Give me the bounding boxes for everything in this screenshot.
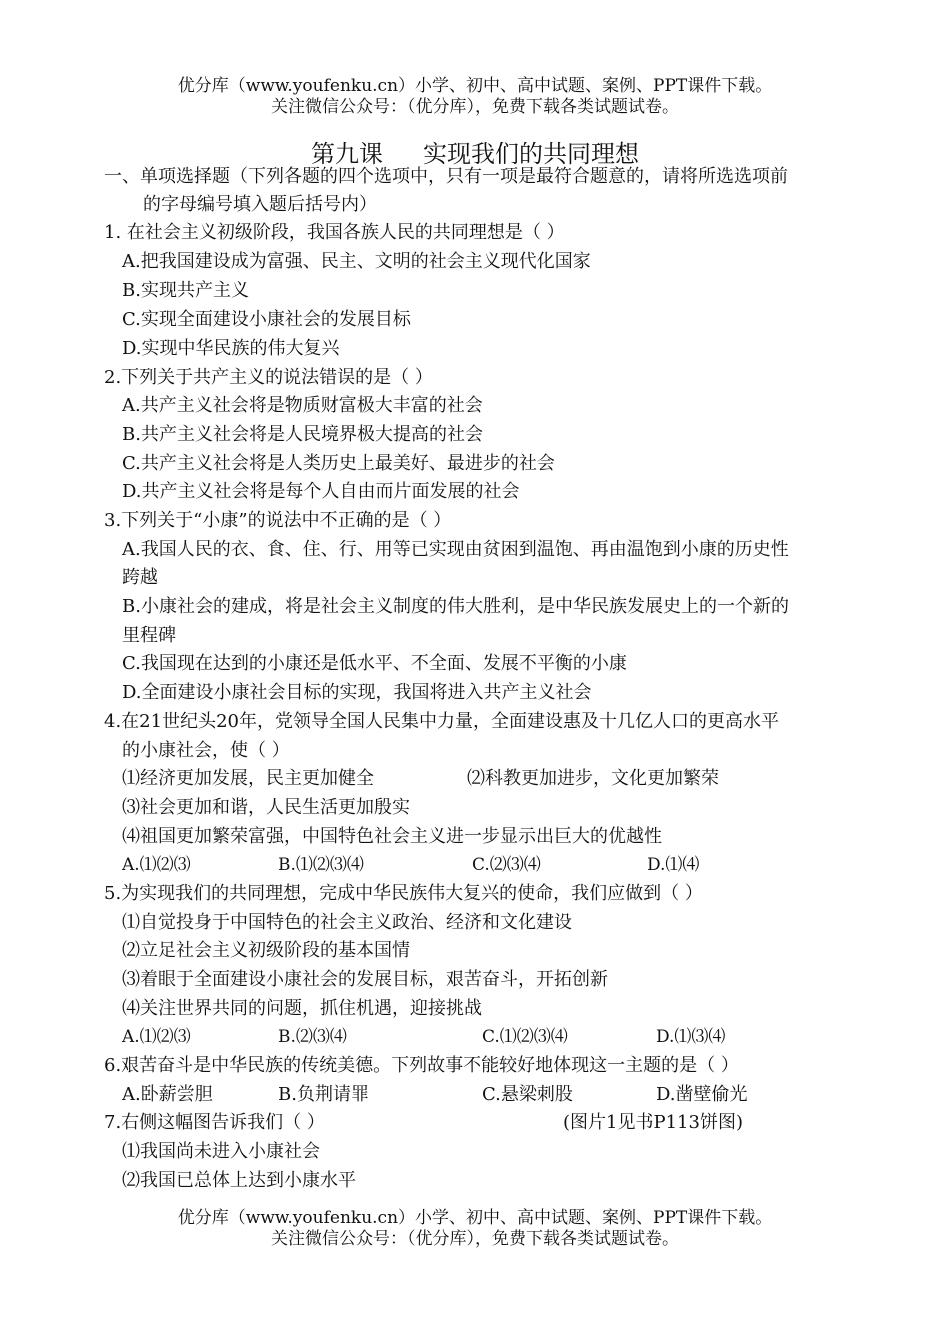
- question-7-figure-note: (图片1见书P113饼图): [563, 1112, 743, 1133]
- question-2-option-c: C.共产主义社会将是人类历史上最美好、最进步的社会: [122, 453, 555, 474]
- question-1-stem: 1. 在社会主义初级阶段，我国各族人民的共同理想是（ ）: [104, 222, 565, 243]
- question-6-choice-c: C.悬梁刺股: [482, 1084, 573, 1105]
- question-7-stem: 7.右侧这幅图告诉我们（ ）: [104, 1112, 325, 1133]
- question-5-choice-b: B.⑵⑶⑷: [278, 1027, 347, 1047]
- header-line-1: 优分库（www.youfenku.cn）小学、初中、高中试题、案例、PPT课件下载。: [177, 76, 773, 96]
- question-2-stem: 2.下列关于共产主义的说法错误的是（ ）: [104, 367, 433, 388]
- footer-line-2: 关注微信公众号：（优分库），免费下载各类试题试卷。: [271, 1229, 679, 1249]
- header-line-2: 关注微信公众号：（优分库），免费下载各类试题试卷。: [271, 97, 679, 117]
- lesson-topic: 实现我们的共同理想: [423, 140, 639, 168]
- question-2-option-d: D.共产主义社会将是每个人自由而片面发展的社会: [122, 481, 520, 502]
- question-1-option-b: B.实现共产主义: [122, 280, 249, 301]
- page-title: [0, 134, 950, 169]
- question-3-option-d: D.全面建设小康社会目标的实现，我国将进入共产主义社会: [122, 682, 592, 703]
- question-4-item-1: ⑴经济更加发展，民主更加健全: [122, 768, 374, 789]
- question-3-option-a-cont: 跨越: [122, 567, 158, 588]
- question-4-stem: 4.在21世纪头20年，党领导全国人民集中力量，全面建设惠及十几亿人口的更高水平: [104, 711, 779, 732]
- question-6-choice-a: A.卧薪尝胆: [122, 1084, 213, 1105]
- question-3-option-b-cont: 里程碑: [122, 625, 176, 646]
- question-3-option-a: A.我国人民的衣、食、住、行、用等已实现由贫困到温饱、再由温饱到小康的历史性: [122, 539, 789, 560]
- question-2-option-b: B.共产主义社会将是人民境界极大提高的社会: [122, 424, 483, 445]
- question-1-option-d: D.实现中华民族的伟大复兴: [122, 338, 340, 359]
- section-heading-cont: 的字母编号填入题后括号内）: [143, 194, 377, 215]
- question-4-choice-d: D.⑴⑷: [647, 855, 700, 875]
- question-3-option-c: C.我国现在达到的小康还是低水平、不全面、发展不平衡的小康: [122, 653, 627, 674]
- question-7-item-2: ⑵我国已总体上达到小康水平: [122, 1170, 356, 1191]
- question-5-item-3: ⑶着眼于全面建设小康社会的发展目标，艰苦奋斗，开拓创新: [122, 969, 608, 990]
- question-5-choice-a: A.⑴⑵⑶: [122, 1027, 191, 1047]
- question-5-choice-d: D.⑴⑶⑷: [656, 1027, 726, 1047]
- question-1-option-a: A.把我国建设成为富强、民主、文明的社会主义现代化国家: [122, 251, 591, 272]
- question-5-item-2: ⑵立足社会主义初级阶段的基本国情: [122, 940, 410, 961]
- question-6-choice-d: D.凿壁偷光: [656, 1084, 748, 1105]
- page-header: [0, 76, 950, 118]
- question-4-item-4: ⑷祖国更加繁荣富强，中国特色社会主义进一步显示出巨大的优越性: [122, 826, 662, 847]
- question-6-stem: 6.艰苦奋斗是中华民族的传统美德。下列故事不能较好地体现这一主题的是（ ）: [104, 1055, 739, 1076]
- question-4-choice-c: C.⑵⑶⑷: [472, 855, 541, 875]
- question-4-choice-b: B.⑴⑵⑶⑷: [278, 855, 364, 875]
- question-5-item-4: ⑷关注世界共同的问题，抓住机遇，迎接挑战: [122, 998, 482, 1019]
- question-2-option-a: A.共产主义社会将是物质财富极大丰富的社会: [122, 395, 483, 416]
- footer-line-1: 优分库（www.youfenku.cn）小学、初中、高中试题、案例、PPT课件下载。: [177, 1208, 773, 1228]
- question-7-item-1: ⑴我国尚未进入小康社会: [122, 1141, 320, 1162]
- question-5-item-1: ⑴自觉投身于中国特色的社会主义政治、经济和文化建设: [122, 912, 572, 933]
- question-5-choice-c: C.⑴⑵⑶⑷: [482, 1027, 568, 1047]
- question-3-option-b: B.小康社会的建成，将是社会主义制度的伟大胜利，是中华民族发展史上的一个新的: [122, 596, 789, 617]
- question-4-choice-a: A.⑴⑵⑶: [122, 855, 191, 875]
- question-1-option-c: C.实现全面建设小康社会的发展目标: [122, 309, 411, 330]
- question-4-stem-cont: 的小康社会，使（ ）: [122, 740, 290, 761]
- page-footer: [0, 1208, 950, 1250]
- section-heading: 一、单项选择题（下列各题的四个选项中，只有一项是最符合题意的，请将所选选项前: [104, 166, 788, 187]
- lesson-number: 第九课: [311, 140, 383, 168]
- question-4-item-3: ⑶社会更加和谐，人民生活更加殷实: [122, 797, 410, 818]
- question-3-stem: 3.下列关于“小康”的说法中不正确的是（ ）: [104, 510, 452, 531]
- question-4-item-2: ⑵科教更加进步，文化更加繁荣: [467, 768, 719, 789]
- question-6-choice-b: B.负荆请罪: [278, 1084, 369, 1105]
- question-5-stem: 5.为实现我们的共同理想，完成中华民族伟大复兴的使命，我们应做到（ ）: [104, 883, 703, 904]
